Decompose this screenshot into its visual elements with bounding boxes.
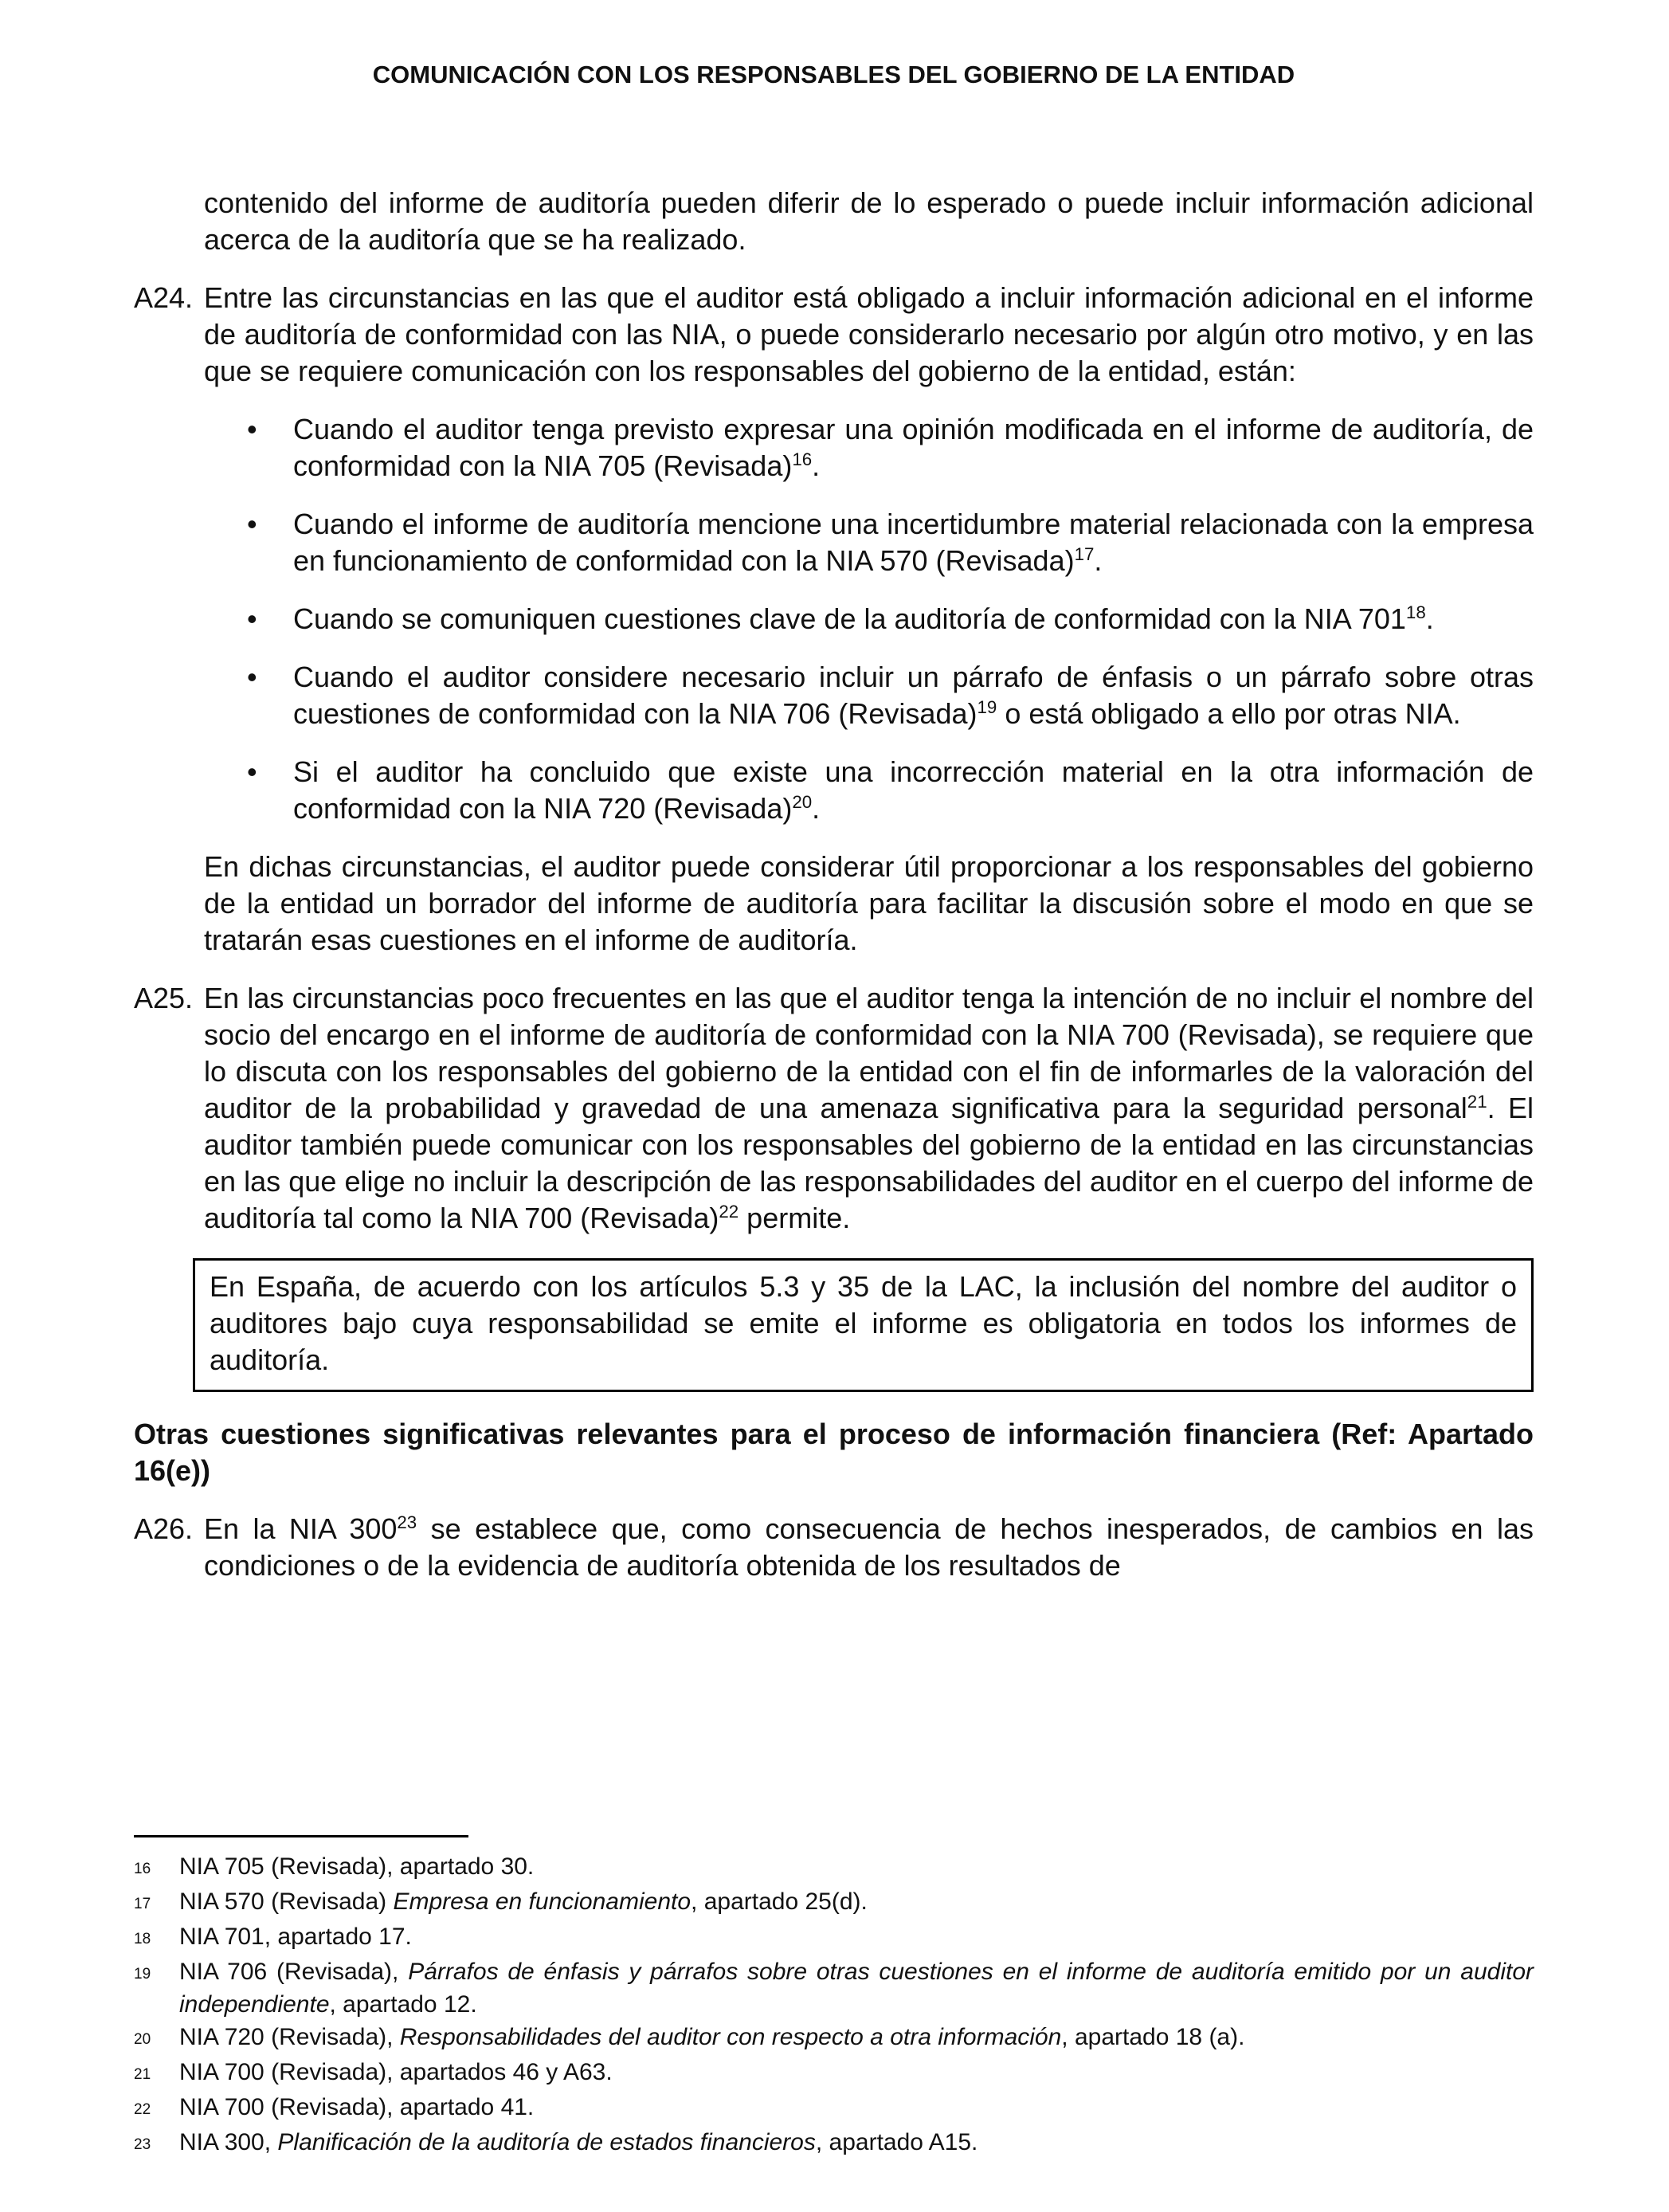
a25-body-text: En las circunstancias poco frecuentes en las que el auditor tenga la intención de no incluir el nombre del socio del encargo en el informe de auditoría de conformidad con la NIA 700 (Revisada), se requiere que lo discuta con los responsables del gobierno de la entidad con el fin de informarles de la valoración del auditor de la probabilidad y gravedad de una amenaza significativa para la seguridad personal$^{21}$. El auditor también puede comunicar con los responsables del gobierno de la entidad en las circunstancias en las que elige no incluir la descripción de las responsabilidades del auditor en el cuerpo del informe de auditoría tal como la NIA 700 (Revisada)$^{22}$ permite.: [204, 982, 1534, 1234]
paragraph-continuation: contenido del informe de auditoría pueden diferir de lo esperado o puede incluir información adicional acerca de la auditoría que se ha realizado.: [204, 186, 1534, 256]
footnote-21: [134, 2056, 1534, 2091]
footnote-number: 16: [134, 1861, 151, 1877]
paragraph-number-a24: A24.: [134, 281, 194, 314]
national-requirement-text: En España, de acuerdo con los artículos 5.3 y 35 de la LAC, la inclusión del nombre del auditor o auditores bajo cuya responsabilidad se emite el informe es obligatoria en todos los informes de auditoría.: [210, 1270, 1517, 1376]
footnote-23: [134, 2126, 1534, 2161]
paragraph-number-a26: A26.: [134, 1512, 194, 1545]
footnote-18: [134, 1920, 1534, 1955]
footnotes-section: [134, 1803, 1534, 2161]
footnote-text: NIA 570 (Revisada) Empresa en funcionamiento, apartado 25(d).: [179, 1888, 868, 1915]
footnote-text: NIA 700 (Revisada), apartado 41.: [179, 2094, 535, 2120]
footnote-number: 20: [134, 2031, 151, 2048]
bullet-text: Cuando se comuniquen cuestiones clave de la auditoría de conformidad con la NIA $701^{18}$.: [293, 602, 1434, 635]
paragraph-a25: [134, 980, 1534, 1237]
a24-intro-text: Entre las circunstancias en las que el auditor está obligado a incluir información adicional en el informe de auditoría de conformidad con las NIA, o puede considerarlo necesario por algún otro motivo, y en las que se requiere comunicación con los responsables del gobierno de la entidad, están:: [204, 281, 1534, 387]
bullet-text: Cuando el auditor tenga previsto expresar una opinión modificada en el informe de auditoría, de conformidad con la NIA 705 (Revisada)$^{16}$.: [293, 413, 1534, 482]
a24-bullet-list: [204, 411, 1534, 827]
footnote-20: [134, 2021, 1534, 2056]
national-requirement-box: [193, 1258, 1534, 1392]
footnote-text: NIA 701, apartado 17.: [179, 1924, 412, 1950]
bullet-text: Cuando el informe de auditoría mencione una incertidumbre material relacionada con la empresa en funcionamiento de conformidad con la NIA 570 (Revisada)$^{17}$.: [293, 508, 1534, 577]
paragraph-a26-body: [204, 1511, 1534, 1584]
footnote-17: [134, 1885, 1534, 1920]
bullet-icon: •: [247, 602, 257, 635]
footnote-19: [134, 1955, 1534, 2021]
paragraph-a25-body: [204, 980, 1534, 1237]
footnote-number: 17: [134, 1896, 151, 1912]
paragraph-a26: [134, 1511, 1534, 1584]
section-subheading: Otras cuestiones significativas relevantes para el proceso de información financiera (Ref: Apartado 16(e)): [134, 1418, 1534, 1487]
list-item: [204, 506, 1534, 579]
bullet-icon: •: [247, 661, 257, 693]
bullet-text: Cuando el auditor considere necesario incluir un párrafo de énfasis o un párrafo sobre otras cuestiones de conformidad con la NIA 706 (Revisada)$^{19}$ o está obligado a ello por otras NIA.: [293, 661, 1534, 730]
list-item: [204, 754, 1534, 827]
page-title: COMUNICACIÓN CON LOS RESPONSABLES DEL GOBIERNO DE LA ENTIDAD: [372, 61, 1295, 88]
list-item: [204, 601, 1534, 637]
footnote-number: 19: [134, 1966, 151, 1983]
a24-closing-text: En dichas circunstancias, el auditor puede considerar útil proporcionar a los responsables del gobierno de la entidad un borrador del informe de auditoría para facilitar la discusión sobre el modo en que se tratarán esas cuestiones en el informe de auditoría.: [204, 850, 1534, 956]
paragraph-a24-body: [204, 280, 1534, 959]
footnote-separator: [134, 1835, 468, 1837]
bullet-icon: •: [247, 508, 257, 540]
footnote-text: NIA 300, Planificación de la auditoría de estados financieros, apartado A15.: [179, 2129, 978, 2155]
footnote-text: NIA 700 (Revisada), apartados 46 y A63.: [179, 2059, 613, 2085]
footnote-22: [134, 2091, 1534, 2126]
list-item: [204, 411, 1534, 484]
bullet-text: Si el auditor ha concluido que existe una incorrección material en la otra información de conformidad con la NIA 720 (Revisada)$^{20}$.: [293, 755, 1534, 825]
footnote-text: NIA 705 (Revisada), apartado 30.: [179, 1853, 535, 1880]
footnote-number: 21: [134, 2066, 151, 2083]
footnote-text: NIA 720 (Revisada), Responsabilidades del auditor con respecto a otra información, apartado 18 (a).: [179, 2024, 1245, 2050]
paragraph-number-a25: A25.: [134, 982, 194, 1014]
list-item: [204, 659, 1534, 732]
footnote-number: 22: [134, 2101, 151, 2118]
footnote-number: 18: [134, 1931, 151, 1947]
bullet-icon: •: [247, 413, 257, 445]
paragraph-a24: [134, 280, 1534, 959]
a26-body-text: En la NIA $300^{23}$ se establece que, como consecuencia de hechos inesperados, de cambios en las condiciones o de la evidencia de auditoría obtenida de los resultados de: [204, 1512, 1534, 1582]
footnote-16: [134, 1850, 1534, 1885]
footnote-number: 23: [134, 2136, 151, 2153]
bullet-icon: •: [247, 755, 257, 788]
footnote-text: NIA 706 (Revisada), Párrafos de énfasis y párrafos sobre otras cuestiones en el informe de auditoría emitido por un auditor independiente, apartado 12.: [179, 1959, 1534, 2018]
